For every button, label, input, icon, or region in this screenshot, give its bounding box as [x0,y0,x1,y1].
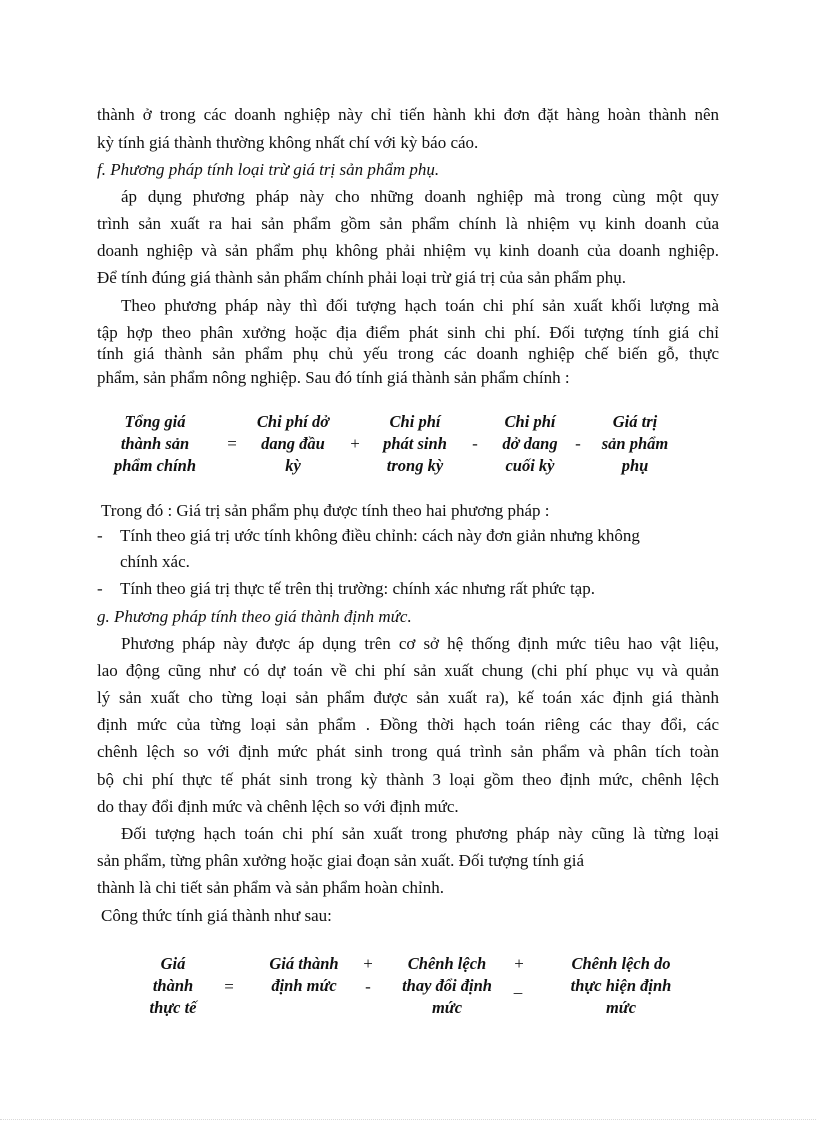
minus-operator: _ [513,977,523,996]
text-line: định mức của từng loại sản phẩm . Đồng thời hạch toán riêng các thay đổi, các [97,715,719,734]
formula-term-closing-wip: Chi phí dở dang cuối kỳ [502,412,558,475]
text-line: lao động cũng như có dự toán về chi phí sản xuất chung (chi phí phục vụ và quản [97,661,719,680]
section-heading-f: f. Phương pháp tính loại trừ giá trị sản phẩm phụ. [97,160,440,179]
text-line: phẩm, sản phẩm nông nghiệp. Sau đó tính giá thành sản phẩm chính : [97,368,570,387]
bullet-item-continuation: chính xác. [120,552,190,571]
text-line: Đối tượng hạch toán chi phí sản xuất trong phương pháp này cũng là từng loại [121,824,719,843]
text-line: trình sản xuất ra hai sản phẩm gồm sản phẩm chính là nhiệm vụ kinh doanh của [97,214,719,233]
minus-operator: - [472,434,478,453]
plus-operator: + [514,954,524,973]
text-line: Công thức tính giá thành như sau: [101,906,332,925]
equals-sign: = [224,977,234,996]
text-line: Trong đó : Giá trị sản phẩm phụ được tính theo hai phương pháp : [101,501,550,520]
text-line: tập hợp theo phân xưởng hoặc địa điểm phát sinh chi phí. Đối tượng tính giá chỉ [97,323,719,342]
text-line: Để tính đúng giá thành sản phẩm chính phải loại trừ giá trị của sản phẩm phụ. [97,268,627,287]
text-line: do thay đổi định mức và chênh lệch so với định mức. [97,797,459,816]
text-line: sản phẩm, từng phân xưởng hoặc giai đoạn sản xuất. Đối tượng tính giá [97,851,585,870]
formula-term-lhs: Tổng giá thành sản phẩm chính [113,412,197,475]
text-line: kỳ tính giá thành thường không nhất chí với kỳ báo cáo. [97,133,479,152]
text-line: thành ở trong các doanh nghiệp này chỉ tiến hành khi đơn đặt hàng hoàn thành nên [97,105,719,124]
bullet-item: Tính theo giá trị ước tính không điều chỉnh: cách này đơn giản nhưng không [120,526,640,545]
page-bottom-rule [0,1119,816,1120]
formula-term-byproduct-value: Giá trị sản phẩm phụ [601,412,669,475]
text-line: Phương pháp này được áp dụng trên cơ sở hệ thống định mức tiêu hao vật liệu, [121,634,719,653]
plus-operator: + [363,954,373,973]
formula-term-incurred: Chi phí phát sinh trong kỳ [383,412,447,475]
plus-operator: + [350,434,360,453]
text-line: doanh nghiệp và sản phẩm phụ không phải nhiệm vụ kinh doanh của doanh nghiệp. [97,241,719,260]
minus-operator: - [365,977,371,996]
formula-term-execution-variance: Chênh lệch do thực hiện định mức [570,954,672,1017]
text-line: chênh lệch so với định mức phát sinh trong quá trình sản phẩm và phân tích toàn [97,742,719,761]
section-heading-g: g. Phương pháp tính theo giá thành định mức. [97,607,412,626]
bullet-marker: - [97,579,103,598]
formula-term-opening-wip: Chi phí dở dang đầu kỳ [256,412,330,475]
text-line: bộ chi phí thực tế phát sinh trong kỳ thành 3 loại gồm theo định mức, chênh lệch [97,770,719,789]
formula-term-standard-change-variance: Chênh lệch thay đổi định mức [402,954,492,1017]
bullet-marker: - [97,526,103,545]
text-line: tính giá thành sản phẩm phụ chủ yếu trong các doanh nghiệp chế biến gỗ, thực [97,344,719,363]
minus-operator: - [575,434,581,453]
text-line: thành là chi tiết sản phẩm và sản phẩm hoàn chỉnh. [97,878,444,897]
equals-sign: = [227,434,237,453]
formula-term-standard-cost: Giá thành định mức [269,954,339,995]
formula-term-actual-cost: Giá thành thực tế [149,954,197,1017]
text-line: áp dụng phương pháp này cho những doanh nghiệp mà trong cùng một quy [121,187,719,206]
text-line: Theo phương pháp này thì đối tượng hạch toán chi phí sản xuất khối lượng mà [121,296,719,315]
text-line: lý sản xuất cho từng loại sản phẩm được sản xuất ra), kế toán xác định giá thành [97,688,719,707]
bullet-item: Tính theo giá trị thực tế trên thị trường: chính xác nhưng rất phức tạp. [120,579,595,598]
